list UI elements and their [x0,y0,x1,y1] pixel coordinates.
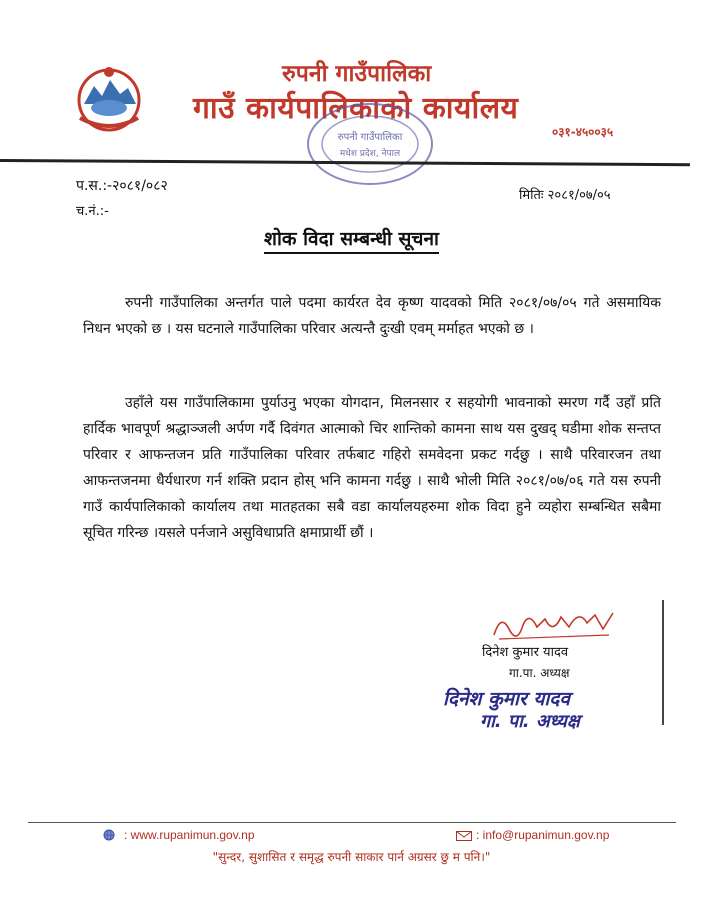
organization-name: रुपनी गाउँपालिका [282,61,432,87]
letter-date: मितिः २०८१/०७/०५ [519,188,611,203]
signatory-stamp-name: दिनेश कुमार यादव [443,688,570,710]
website-link[interactable]: : www.rupanimun.gov.np [124,828,255,842]
signatory-name: दिनेश कुमार यादव [482,645,569,660]
footer-divider [28,822,676,823]
handwritten-signature [489,605,619,645]
dispatch-number: च.नं.:- [76,204,109,219]
signature-border [662,600,664,725]
notice-paragraph-1: रुपनी गाउँपालिका अन्तर्गत पाले पदमा कार्यरत देव कृष्ण यादवको मिति २०८१/०७/०५ गते असमायिक निधन भएको छ । यस घटनाले गाउँपालिका परिवार अत्यन्तै दुःखी एवम् मर्माहत भएको छ । [83,295,661,337]
reference-number: प.स.:-२०८१/०८२ [76,178,168,194]
signatory-stamp-role: गा. पा. अध्यक्ष [480,711,580,732]
signatory-role: गा.पा. अध्यक्ष [509,666,570,680]
svg-text:मधेश प्रदेश, नेपाल: मधेश प्रदेश, नेपाल [339,149,401,159]
office-stamp [300,98,440,190]
notice-title: शोक विदा सम्बन्धी सूचना [0,225,703,251]
nepal-emblem-icon [70,60,148,138]
globe-icon [103,829,115,841]
email-link[interactable]: : info@rupanimun.gov.np [476,828,610,842]
svg-text:रुपनी गाउँपालिका: रुपनी गाउँपालिका [337,132,403,143]
phone-number: ०३१-४५००३५ [552,125,614,139]
notice-paragraph-2: उहाँले यस गाउँपालिकामा पुर्याउनु भएका योगदान, मिलनसार र सहयोगी भावनाको स्मरण गर्दै उहाँ प्रति हार्दिक भावपूर्ण श्रद्धाञ्जली अर्पण गर्दै दिवंगत आत्माको चिर शान्तिको कामना साथ यस दुखद् घडीमा शोक सन्तप्त परिवार र आफन्तजन प्रति गाउँपालिका परिवार तर्फबाट गहिरो समवेदना प्रकट गर्दछु । साथै परिवारजन तथा आफन्तजनमा धैर्यधारण गर्न शक्ति प्रदान होस् भनि कामना गर्दछु । साथै भोली मिति २०८१/०७/०६ गते यस रुपनी गाउँ कार्यपालिकाको कार्यालय तथा मातहतका सबै वडा कार्यालयहरुमा शोक विदा हुने व्यहोरा सम्बन्धित सबैमा सूचित गरिन्छ ।यसले पर्नजाने असुविधाप्रति क्षमाप्रार्थी छौं । [83,395,661,541]
office-name: गाउँ कार्यपालिकाको कार्यालय [193,91,519,126]
footer-motto: "सुन्दर, सुशासित र समृद्ध रुपनी साकार पार्न अग्रसर छु म पनि।" [212,850,491,864]
mail-icon [456,831,472,841]
